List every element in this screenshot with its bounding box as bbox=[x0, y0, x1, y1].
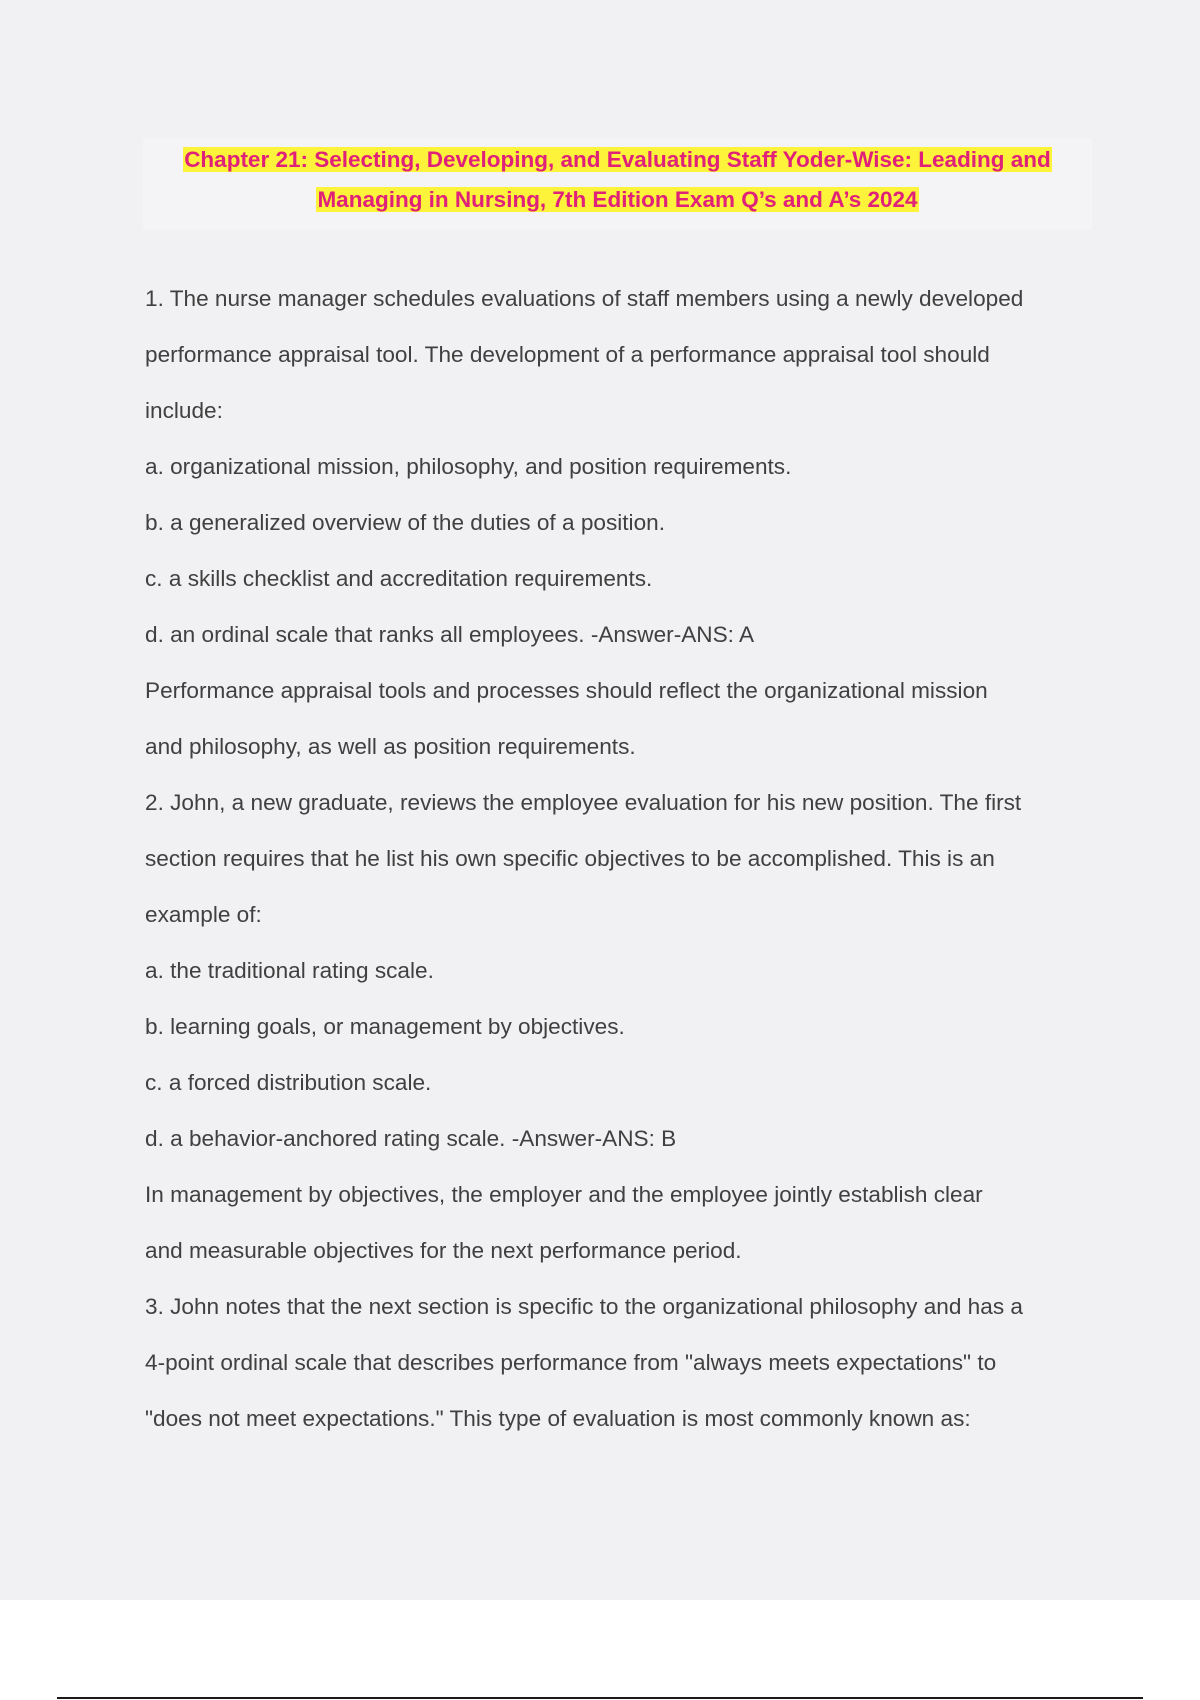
q2-stem-line-3: example of: bbox=[145, 902, 262, 927]
q3-stem-line-3: "does not meet expectations." This type of evaluation is most commonly known as: bbox=[145, 1406, 971, 1431]
q2-option-c: c. a forced distribution scale. bbox=[145, 1070, 432, 1095]
q1-stem-line-1: 1. The nurse manager schedules evaluations of staff members using a newly developed bbox=[145, 286, 1024, 311]
q2-option-d-answer: d. a behavior-anchored rating scale. -Answer-ANS: B bbox=[145, 1126, 677, 1151]
q3-stem-line-2: 4-point ordinal scale that describes performance from "always meets expectations" to bbox=[145, 1350, 997, 1375]
q1-stem-line-3: include: bbox=[145, 398, 223, 423]
q1-option-b: b. a generalized overview of the duties of a position. bbox=[145, 510, 665, 535]
q2-stem-line-1: 2. John, a new graduate, reviews the employee evaluation for his new position. The first bbox=[145, 790, 1022, 815]
q1-rationale-line-2: and philosophy, as well as position requirements. bbox=[145, 734, 636, 759]
bottom-divider bbox=[57, 1697, 1143, 1699]
q1-stem-line-2: performance appraisal tool. The development of a performance appraisal tool should bbox=[145, 342, 990, 367]
document-body bbox=[145, 281, 1095, 1457]
q1-option-c: c. a skills checklist and accreditation requirements. bbox=[145, 566, 653, 591]
q1-option-d-answer: d. an ordinal scale that ranks all employees. -Answer-ANS: A bbox=[145, 622, 755, 647]
q2-rationale-line-2: and measurable objectives for the next performance period. bbox=[145, 1238, 742, 1263]
q1-rationale-line-1: Performance appraisal tools and processes should reflect the organizational mission bbox=[145, 678, 988, 703]
document-title bbox=[143, 138, 1092, 230]
q2-stem-line-2: section requires that he list his own specific objectives to be accomplished. This is an bbox=[145, 846, 995, 871]
q2-rationale-line-1: In management by objectives, the employer and the employee jointly establish clear bbox=[145, 1182, 983, 1207]
title-line-1: Chapter 21: Selecting, Developing, and Evaluating Staff Yoder-Wise: Leading and bbox=[184, 147, 1051, 172]
q2-option-b: b. learning goals, or management by objectives. bbox=[145, 1014, 625, 1039]
title-line-2: Managing in Nursing, 7th Edition Exam Q’s and A’s 2024 bbox=[317, 187, 918, 212]
q2-option-a: a. the traditional rating scale. bbox=[145, 958, 434, 983]
q1-option-a: a. organizational mission, philosophy, and position requirements. bbox=[145, 454, 792, 479]
q3-stem-line-1: 3. John notes that the next section is specific to the organizational philosophy and has a bbox=[145, 1294, 1023, 1319]
